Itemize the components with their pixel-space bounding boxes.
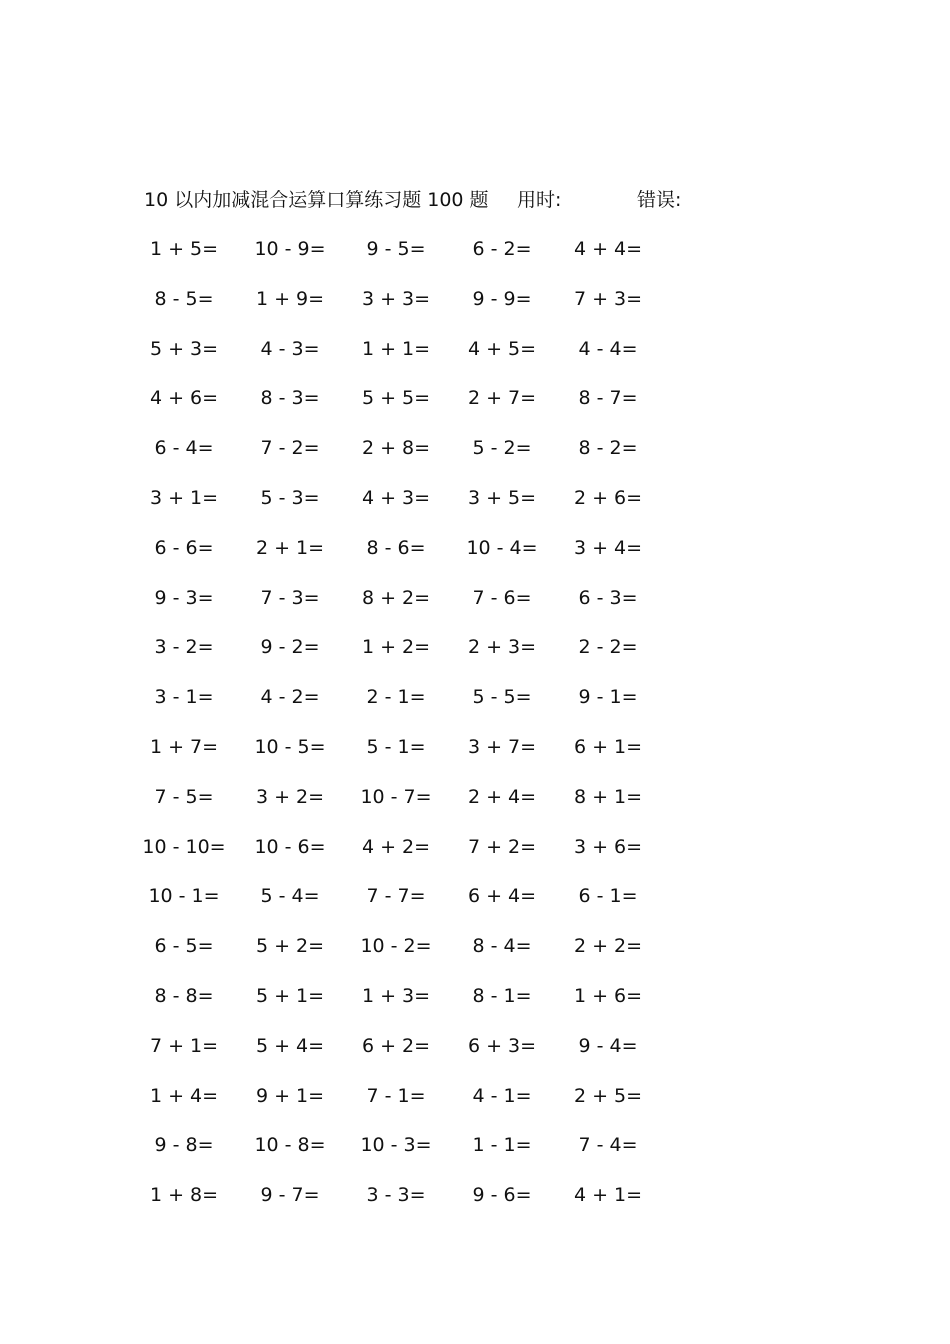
math-problem: 2 + 4= <box>467 786 537 808</box>
math-problem: 1 + 9= <box>255 288 325 310</box>
math-problem: 5 - 1= <box>366 736 426 758</box>
math-problem: 2 - 2= <box>578 636 638 658</box>
math-problem: 1 + 7= <box>149 736 219 758</box>
math-problem: 9 - 1= <box>578 686 638 708</box>
math-problem: 9 - 6= <box>472 1184 532 1206</box>
math-problem: 8 - 7= <box>578 387 638 409</box>
math-problem: 10 - 4= <box>466 537 538 559</box>
math-problem: 8 - 5= <box>154 288 214 310</box>
math-problem: 3 - 3= <box>366 1184 426 1206</box>
math-problem: 5 + 3= <box>149 338 219 360</box>
math-problem: 1 + 5= <box>149 238 219 260</box>
math-problem: 6 + 1= <box>573 736 643 758</box>
math-problem: 1 + 8= <box>149 1184 219 1206</box>
math-problem: 3 + 3= <box>361 288 431 310</box>
math-problem: 8 - 1= <box>472 985 532 1007</box>
math-problem: 7 + 1= <box>149 1035 219 1057</box>
math-problem: 9 - 3= <box>154 587 214 609</box>
math-problem: 6 + 2= <box>361 1035 431 1057</box>
math-problem: 2 + 7= <box>467 387 537 409</box>
math-problem: 9 - 7= <box>260 1184 320 1206</box>
math-problem: 4 + 6= <box>149 387 219 409</box>
math-problem: 7 - 4= <box>578 1134 638 1156</box>
math-problem: 3 - 2= <box>154 636 214 658</box>
math-problem: 10 - 2= <box>360 935 432 957</box>
math-problem: 3 + 1= <box>149 487 219 509</box>
math-problem: 10 - 10= <box>142 836 226 858</box>
math-problem: 4 - 3= <box>260 338 320 360</box>
math-problem: 8 + 2= <box>361 587 431 609</box>
math-problem: 8 - 3= <box>260 387 320 409</box>
math-problem: 2 + 2= <box>573 935 643 957</box>
math-problem: 1 + 4= <box>149 1085 219 1107</box>
math-problem: 9 - 8= <box>154 1134 214 1156</box>
math-problem: 10 - 3= <box>360 1134 432 1156</box>
math-problem: 5 - 4= <box>260 885 320 907</box>
math-problem: 8 - 4= <box>472 935 532 957</box>
time-label: 用时: <box>517 189 562 211</box>
math-problem: 5 - 2= <box>472 437 532 459</box>
math-problem: 6 - 4= <box>154 437 214 459</box>
math-problem: 2 + 6= <box>573 487 643 509</box>
math-problem: 9 - 9= <box>472 288 532 310</box>
math-problem: 2 + 8= <box>361 437 431 459</box>
math-problem: 4 + 3= <box>361 487 431 509</box>
math-problem: 7 - 2= <box>260 437 320 459</box>
worksheet-title: 10 以内加减混合运算口算练习题 100 题 <box>144 189 489 211</box>
math-problem: 3 + 2= <box>255 786 325 808</box>
math-problem: 4 + 4= <box>573 238 643 260</box>
math-problem: 5 - 3= <box>260 487 320 509</box>
math-problem: 10 - 6= <box>254 836 326 858</box>
math-problem: 10 - 5= <box>254 736 326 758</box>
math-problem: 9 - 5= <box>366 238 426 260</box>
math-problem: 1 + 2= <box>361 636 431 658</box>
math-problem: 3 + 5= <box>467 487 537 509</box>
math-problem: 6 - 1= <box>578 885 638 907</box>
math-problem: 1 + 6= <box>573 985 643 1007</box>
math-problem: 2 + 5= <box>573 1085 643 1107</box>
math-problem: 10 - 8= <box>254 1134 326 1156</box>
errors-label: 错误: <box>637 189 682 211</box>
math-problem: 7 - 6= <box>472 587 532 609</box>
math-problem: 2 - 1= <box>366 686 426 708</box>
math-problem: 9 - 4= <box>578 1035 638 1057</box>
math-problem: 2 + 3= <box>467 636 537 658</box>
math-problem: 10 - 9= <box>254 238 326 260</box>
math-problem: 3 + 7= <box>467 736 537 758</box>
math-problem: 5 - 5= <box>472 686 532 708</box>
math-problem: 5 + 4= <box>255 1035 325 1057</box>
math-problem: 4 + 5= <box>467 338 537 360</box>
math-problem: 3 + 6= <box>573 836 643 858</box>
math-problem: 4 - 2= <box>260 686 320 708</box>
math-problem: 8 - 6= <box>366 537 426 559</box>
math-problem: 6 + 4= <box>467 885 537 907</box>
math-problem: 4 - 1= <box>472 1085 532 1107</box>
math-problem: 1 + 3= <box>361 985 431 1007</box>
math-problem: 7 - 7= <box>366 885 426 907</box>
math-problem: 5 + 5= <box>361 387 431 409</box>
math-problem: 4 - 4= <box>578 338 638 360</box>
math-problem: 7 - 5= <box>154 786 214 808</box>
math-problem: 10 - 1= <box>148 885 220 907</box>
math-problem: 7 - 3= <box>260 587 320 609</box>
math-problem: 7 + 2= <box>467 836 537 858</box>
math-problem: 7 + 3= <box>573 288 643 310</box>
math-problem: 5 + 1= <box>255 985 325 1007</box>
math-problem: 9 - 2= <box>260 636 320 658</box>
math-problem: 6 - 3= <box>578 587 638 609</box>
math-problem: 8 - 8= <box>154 985 214 1007</box>
math-problem: 1 + 1= <box>361 338 431 360</box>
math-problem: 6 - 5= <box>154 935 214 957</box>
math-problem: 7 - 1= <box>366 1085 426 1107</box>
math-problem: 6 - 6= <box>154 537 214 559</box>
math-problem: 8 - 2= <box>578 437 638 459</box>
math-problem: 10 - 7= <box>360 786 432 808</box>
math-problem: 5 + 2= <box>255 935 325 957</box>
math-problem: 9 + 1= <box>255 1085 325 1107</box>
math-problem: 6 - 2= <box>472 238 532 260</box>
math-problem: 4 + 2= <box>361 836 431 858</box>
math-problem: 8 + 1= <box>573 786 643 808</box>
math-problem: 6 + 3= <box>467 1035 537 1057</box>
math-problem: 3 - 1= <box>154 686 214 708</box>
math-problem: 3 + 4= <box>573 537 643 559</box>
math-problem: 2 + 1= <box>255 537 325 559</box>
math-problem: 1 - 1= <box>472 1134 532 1156</box>
math-problem: 4 + 1= <box>573 1184 643 1206</box>
